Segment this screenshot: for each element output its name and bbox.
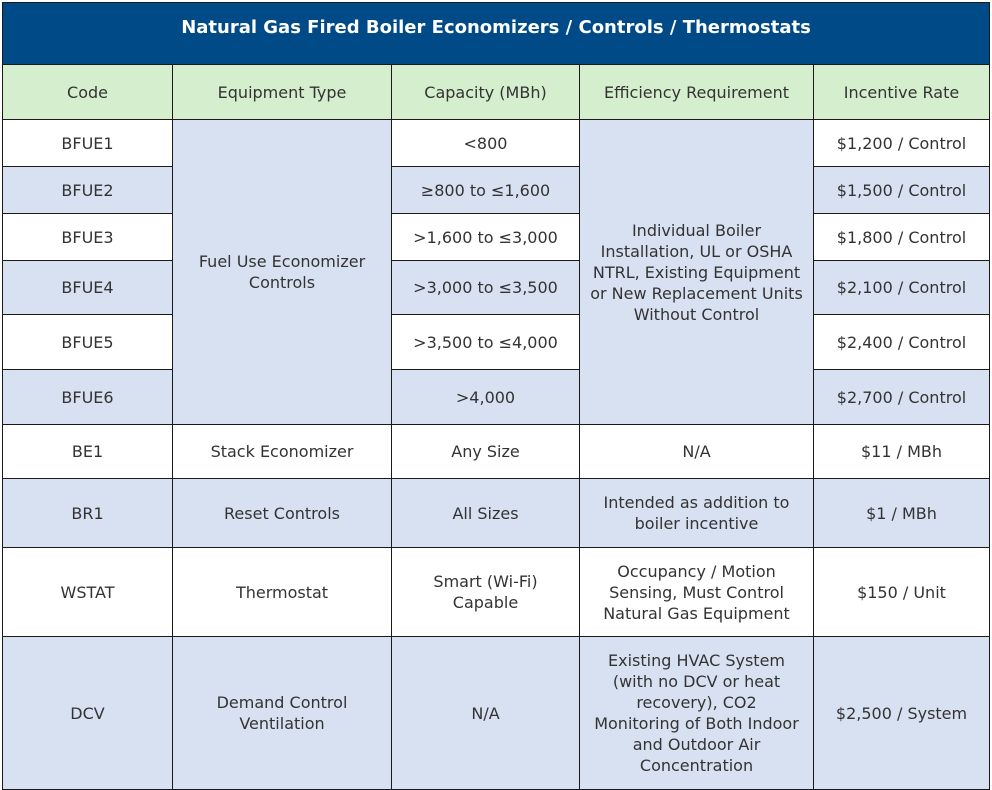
code-cell: BR1 <box>3 479 173 548</box>
efficiency-cell: Individual Boiler Installation, UL or OSHA NTRL, Existing Equipment or New Replacement Units Without Control <box>580 120 814 425</box>
capacity-cell: >3,000 to ≤3,500 <box>392 261 580 315</box>
table-row <box>3 261 990 315</box>
rate-cell: $1,500 / Control <box>814 167 990 214</box>
capacity-cell: <800 <box>392 120 580 167</box>
equipment-type-cell: Reset Controls <box>173 479 392 548</box>
col-header-code: Code <box>3 65 173 120</box>
capacity-cell: N/A <box>392 637 580 790</box>
code-cell: DCV <box>3 637 173 790</box>
col-header-capacity: Capacity (MBh) <box>392 65 580 120</box>
equipment-type-cell: Stack Economizer <box>173 425 392 479</box>
rate-cell: $2,100 / Control <box>814 261 990 315</box>
rate-cell: $2,400 / Control <box>814 315 990 370</box>
table-row <box>3 637 990 790</box>
capacity-cell: All Sizes <box>392 479 580 548</box>
capacity-cell: Any Size <box>392 425 580 479</box>
capacity-cell: ≥800 to ≤1,600 <box>392 167 580 214</box>
code-cell: WSTAT <box>3 548 173 637</box>
rate-cell: $2,700 / Control <box>814 370 990 425</box>
code-cell: BFUE4 <box>3 261 173 315</box>
equipment-type-cell: Fuel Use Economizer Controls <box>173 120 392 425</box>
col-header-efficiency: Efficiency Requirement <box>580 65 814 120</box>
code-cell: BFUE3 <box>3 214 173 261</box>
col-header-incentive-rate: Incentive Rate <box>814 65 990 120</box>
equipment-type-cell: Thermostat <box>173 548 392 637</box>
code-cell: BFUE2 <box>3 167 173 214</box>
equipment-type-cell: Demand Control Ventilation <box>173 637 392 790</box>
code-cell: BE1 <box>3 425 173 479</box>
capacity-cell: >4,000 <box>392 370 580 425</box>
table-row <box>3 479 990 548</box>
col-header-equipment-type: Equipment Type <box>173 65 392 120</box>
efficiency-cell: N/A <box>580 425 814 479</box>
table-row <box>3 167 990 214</box>
table-row <box>3 120 990 167</box>
title-row <box>3 3 990 65</box>
incentive-table <box>2 2 990 790</box>
code-cell: BFUE1 <box>3 120 173 167</box>
code-cell: BFUE6 <box>3 370 173 425</box>
header-row <box>3 65 990 120</box>
table-row <box>3 548 990 637</box>
capacity-cell: >1,600 to ≤3,000 <box>392 214 580 261</box>
rate-cell: $1,200 / Control <box>814 120 990 167</box>
table-row <box>3 425 990 479</box>
capacity-cell: >3,500 to ≤4,000 <box>392 315 580 370</box>
efficiency-cell: Intended as addition to boiler incentive <box>580 479 814 548</box>
rate-cell: $150 / Unit <box>814 548 990 637</box>
efficiency-cell: Occupancy / Motion Sensing, Must Control Natural Gas Equipment <box>580 548 814 637</box>
rate-cell: $1 / MBh <box>814 479 990 548</box>
code-cell: BFUE5 <box>3 315 173 370</box>
rate-cell: $1,800 / Control <box>814 214 990 261</box>
efficiency-cell: Existing HVAC System (with no DCV or heat recovery), CO2 Monitoring of Both Indoor and Outdoor Air Concentration <box>580 637 814 790</box>
capacity-cell: Smart (Wi-Fi) Capable <box>392 548 580 637</box>
table-title: Natural Gas Fired Boiler Economizers / Controls / Thermostats <box>3 3 990 65</box>
table-row <box>3 214 990 261</box>
rate-cell: $11 / MBh <box>814 425 990 479</box>
rate-cell: $2,500 / System <box>814 637 990 790</box>
table-row <box>3 315 990 370</box>
table-row <box>3 370 990 425</box>
